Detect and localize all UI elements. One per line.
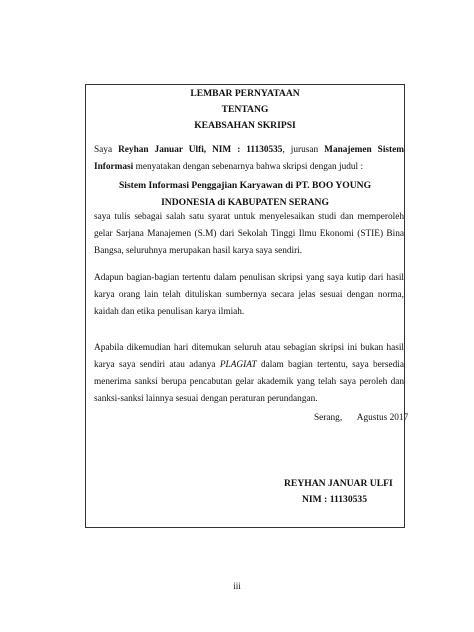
major-name: Manajemen Sistem Informasi bbox=[94, 145, 405, 172]
place-date bbox=[314, 413, 408, 423]
page-number: iii bbox=[233, 581, 241, 591]
plagiat-term: PLAGIAT bbox=[219, 360, 257, 370]
paragraph-3 bbox=[94, 340, 404, 408]
heading-line-3: KEABSAHAN SKRIPSI bbox=[194, 120, 296, 131]
paragraph-1: saya tulis sebagai salah satu syarat untuk menyelesaikan studi dan memperoleh gelar Sarjana Manajemen (S.M) dari Sekolah Tinggi Ilmu Ekonomi (STIE) Bina Bangsa, seluruhnya merupakan hasil karya saya sendiri. bbox=[94, 212, 404, 256]
signatory-name: REYHAN JANUAR ULFI bbox=[284, 478, 393, 489]
thesis-title-line-1: Sistem Informasi Penggajian Karyawan di PT. BOO YOUNG bbox=[118, 180, 372, 191]
intro-text-1: Saya bbox=[94, 145, 119, 155]
intro-paragraph bbox=[94, 142, 404, 176]
thesis-title-line-2: INDONESIA di KABUPATEN SERANG bbox=[161, 197, 329, 208]
document-heading bbox=[85, 86, 405, 134]
heading-line-2: TENTANG bbox=[221, 104, 269, 115]
student-name-nim: Reyhan Januar Ulfi, NIM : 11130535 bbox=[118, 145, 283, 155]
city: Serang, bbox=[314, 413, 343, 423]
date: Agustus 2017 bbox=[356, 413, 409, 423]
heading-line-1: LEMBAR PERNYATAAN bbox=[190, 88, 300, 99]
signatory-nim: NIM : 11130535 bbox=[302, 494, 368, 505]
paragraph-2: Adapun bagian-bagian tertentu dalam penulisan skripsi yang saya kutip dari hasil karya orang lain telah dituliskan sumbernya secara jelas sesuai dengan norma, kaidah dan etika penulisan karya ilmiah. bbox=[94, 273, 404, 317]
thesis-title bbox=[85, 177, 405, 211]
paragraph-3-text-b: dalam bagian tertentu, saya bersedia menerima sanksi berupa pencabutan gelar akademik yang telah saya peroleh dan sanksi-sanksi lainnya sesuai dengan peraturan perundangan. bbox=[94, 360, 404, 404]
intro-text-2: , jurusan bbox=[282, 145, 325, 155]
intro-text-3: menyatakan dengan sebenarnya bahwa skripsi dengan judul : bbox=[133, 162, 364, 172]
paragraph-3-text-a: Apabila dikemudian hari ditemukan seluruh atau sebagian skripsi ini bukan hasil karya saya sendiri atau adanya bbox=[94, 343, 404, 370]
